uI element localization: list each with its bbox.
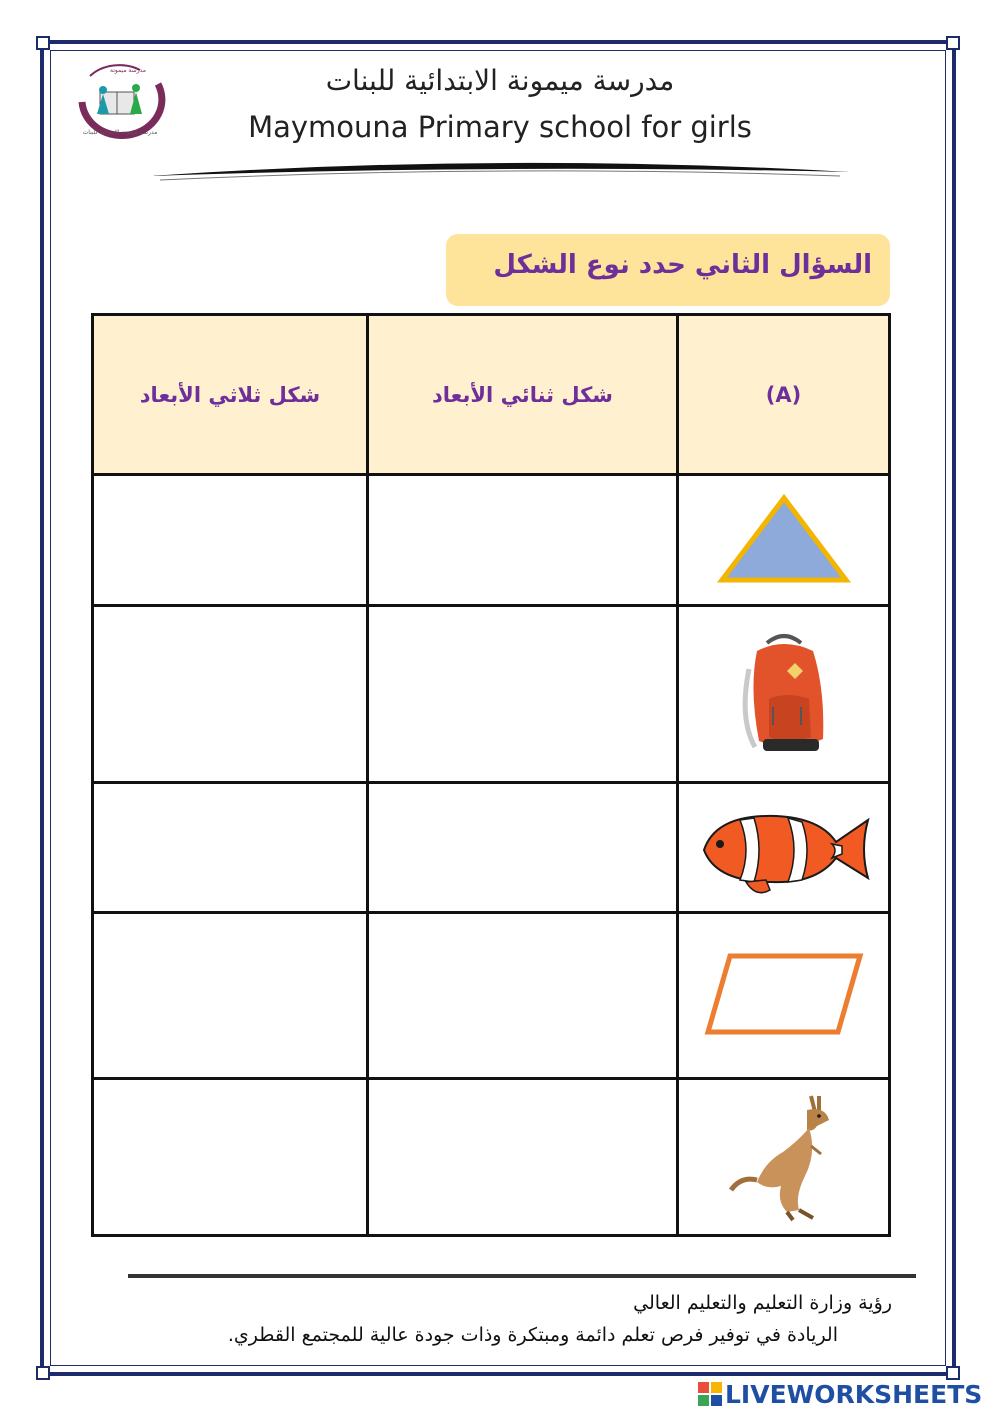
answer-cell-3d[interactable] <box>93 1078 368 1235</box>
ministry-vision-title: رؤية وزارة التعليم والتعليم العالي <box>633 1292 892 1314</box>
answer-cell-3d[interactable] <box>93 783 368 913</box>
frame-corner-top-right <box>946 36 960 50</box>
item-cell <box>678 913 890 1078</box>
item-cell <box>678 475 890 605</box>
parallelogram-image <box>702 950 866 1040</box>
item-cell <box>678 1078 890 1235</box>
footer-divider <box>128 1274 916 1278</box>
table-row <box>93 913 890 1078</box>
table-row <box>93 475 890 605</box>
answer-cell-2d[interactable] <box>368 913 678 1078</box>
ministry-vision-text: الريادة في توفير فرص تعلم دائمة ومبتكرة وذات جودة عالية للمجتمع القطري. <box>227 1324 838 1346</box>
table-row <box>93 783 890 913</box>
header-3d-shape: شكل ثلاثي الأبعاد <box>93 315 368 475</box>
answer-cell-3d[interactable] <box>93 913 368 1078</box>
school-logo <box>70 62 170 148</box>
kangaroo-image <box>729 1092 839 1222</box>
answer-cell-2d[interactable] <box>368 783 678 913</box>
table-row <box>93 605 890 782</box>
answer-cell-3d[interactable] <box>93 605 368 782</box>
answer-cell-2d[interactable] <box>368 475 678 605</box>
school-name-arabic: مدرسة ميمونة الابتدائية للبنات <box>325 64 675 97</box>
clownfish-image <box>696 798 872 898</box>
frame-corner-top-left <box>36 36 50 50</box>
logo-caption-top: مدرسة ميمونة <box>110 67 146 74</box>
backpack-image <box>729 629 839 759</box>
table-row <box>93 1078 890 1235</box>
item-cell <box>678 605 890 782</box>
liveworksheets-brand-text: LIVEWORKSHEETS <box>725 1379 983 1409</box>
school-name-english: Maymouna Primary school for girls <box>248 110 752 144</box>
header-item-a: (A) <box>678 315 890 475</box>
liveworksheets-badge-icon <box>698 1382 722 1406</box>
classification-table <box>91 313 891 1237</box>
triangle-image <box>714 490 854 590</box>
item-cell <box>678 783 890 913</box>
header-divider-swoosh <box>150 158 850 184</box>
question-banner <box>446 234 890 306</box>
answer-cell-2d[interactable] <box>368 605 678 782</box>
question-title: السؤال الثاني حدد نوع الشكل <box>493 250 872 280</box>
header-2d-shape: شكل ثنائي الأبعاد <box>368 315 678 475</box>
table-header-row <box>93 315 890 475</box>
frame-corner-bottom-left <box>36 1366 50 1380</box>
answer-cell-2d[interactable] <box>368 1078 678 1235</box>
answer-cell-3d[interactable] <box>93 475 368 605</box>
liveworksheets-watermark <box>698 1378 998 1410</box>
logo-caption: مدرسة ميمونة الابتدائية للبنات <box>82 129 158 136</box>
